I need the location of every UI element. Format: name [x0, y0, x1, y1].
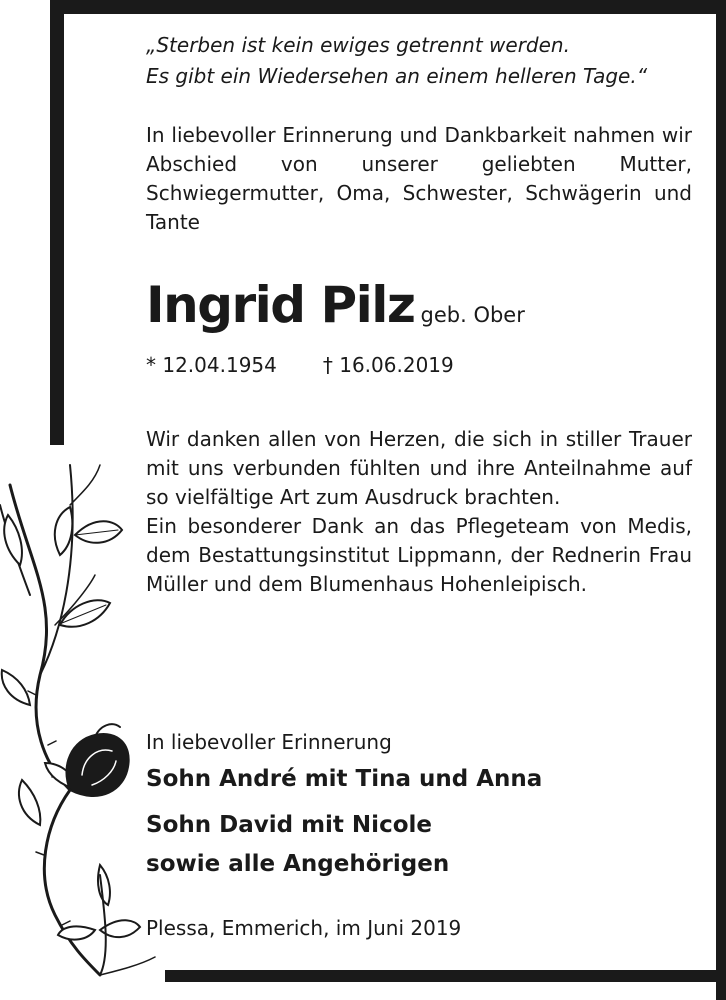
birth-date: * 12.04.1954 — [146, 353, 277, 377]
deceased-name-row — [146, 276, 525, 334]
quote-line-2: Es gibt ein Wiedersehen an einem helleren Tage.“ — [146, 64, 648, 88]
frame-right-border — [716, 0, 726, 1000]
intro-text: In liebevoller Erinnerung und Dankbarkeit nahmen wir Abschied von unserer geliebten Mutter, Schwiegermutter, Oma, Schwester, Schwägerin und Tante — [146, 123, 692, 234]
frame-left-border — [50, 0, 64, 445]
thanks-paragraph-2: Ein besonderer Dank an das Pflegeteam von Medis, dem Bestattungsinstitut Lippmann, der Rednerin Frau Müller und dem Blumenhaus Hohenleipisch. — [146, 514, 692, 596]
signatory: Sohn André mit Tina und Anna — [146, 766, 543, 792]
life-dates — [146, 353, 454, 377]
maiden-name: geb. Ober — [420, 303, 525, 327]
deceased-name: Ingrid Pilz — [146, 276, 415, 334]
signatory: sowie alle Angehörigen — [146, 851, 450, 877]
frame-bottom-border — [165, 970, 726, 982]
quote — [146, 30, 692, 92]
memory-line: In liebevoller Erinnerung — [146, 730, 392, 754]
quote-line-1: „Sterben ist kein ewiges getrennt werden. — [146, 33, 570, 57]
thanks-paragraph-1: Wir danken allen von Herzen, die sich in stiller Trauer mit uns verbunden fühlten und ihre Anteilnahme auf so vielfältige Art zum Ausdruck brachten. — [146, 427, 692, 509]
death-date: † 16.06.2019 — [322, 353, 454, 377]
place-date: Plessa, Emmerich, im Juni 2019 — [146, 916, 462, 940]
thanks-text — [146, 425, 692, 599]
frame-top-border — [50, 0, 726, 14]
rose-illustration — [0, 445, 170, 985]
signatory: Sohn David mit Nicole — [146, 812, 432, 838]
